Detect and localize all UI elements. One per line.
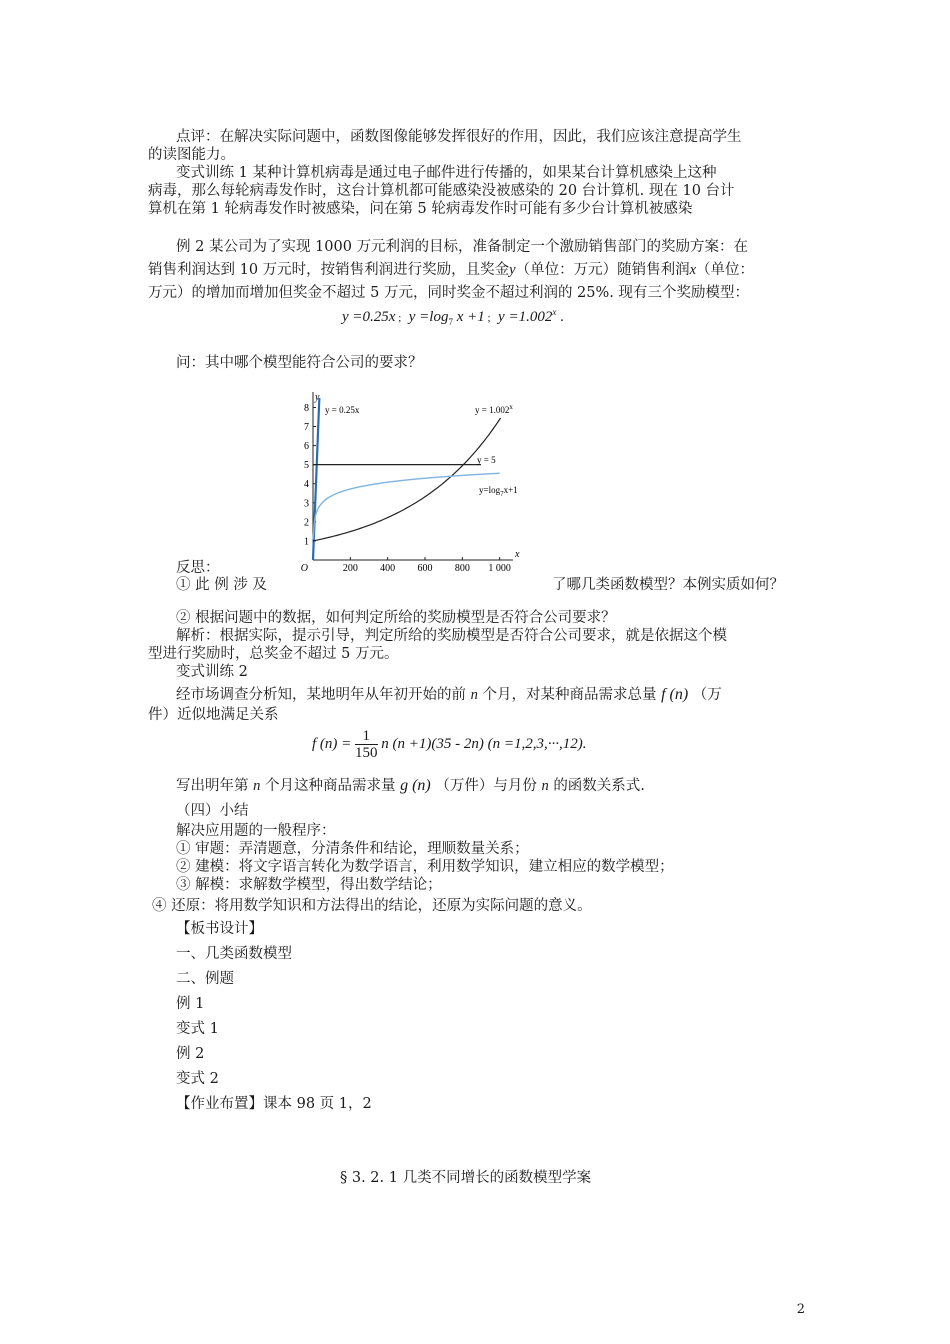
write-out-line: 写出明年第 n 个月这种商品需求量 g (n) （万件）与月份 n 的函数关系式. xyxy=(176,777,645,794)
question-text: 问：其中哪个模型能符合公司的要求？ xyxy=(176,355,423,371)
board-item-2: 二、例题 xyxy=(176,971,234,987)
origin-label: O xyxy=(300,563,308,574)
step-1: ① 审题：弄清题意，分清条件和结论，理顺数量关系； xyxy=(176,841,529,857)
analysis-line-1: 解析：根据实际，提示引导，判定所给的奖励模型是否符合公司要求，就是依据这个模 xyxy=(176,628,727,644)
growth-chart xyxy=(297,390,519,575)
y-tick-label: 7 xyxy=(304,422,309,434)
x-tick-label: 400 xyxy=(380,563,396,574)
reward-models: y =0.25x ; $y =\log_7$ x +1 ; $y =1.002^x$ . xyxy=(342,307,564,327)
x-axis-label: x xyxy=(515,549,520,560)
example2-line-3: 万元）的增加而增加但奖金不超过 5 万元，同时奖金不超过利润的 25%. 现有三个奖励模型： xyxy=(148,285,749,301)
var-y: y xyxy=(509,262,516,278)
reflect-1-end: 了哪几类函数模型？本例实质如何？ xyxy=(552,577,784,593)
reflect-2: ② 根据问题中的数据，如何判定所给的奖励模型是否符合公司要求？ xyxy=(176,610,616,626)
example2-line-2: 销售利润达到 10 万元时，按销售利润进行奖励，且奖金y（单位：万元）随销售利润x（单位： xyxy=(148,262,755,278)
board-item-1: 一、几类函数模型 xyxy=(176,946,292,962)
board-item-4: 变式 1 xyxy=(176,1021,219,1037)
var-x: x xyxy=(689,262,697,278)
y-tick-label: 8 xyxy=(304,402,309,414)
reflect-1-start: ① 此 例 涉 及 xyxy=(176,577,267,593)
label-logarithmic: $y=\log_7x+1$ xyxy=(479,485,518,498)
variant2-line-2: 件）近似地满足关系 xyxy=(148,707,279,723)
variant1-line-2: 病毒，那么每轮病毒发作时，这台计算机都可能感染没被感染的 20 台计算机. 现在 10 台计 xyxy=(148,183,735,199)
remark-line-1: 点评：在解决实际问题中，函数图像能够发挥很好的作用，因此，我们应该注意提高学生 xyxy=(176,129,742,145)
x-tick-label: 800 xyxy=(454,563,470,574)
x-tick-label: 1 000 xyxy=(488,563,511,574)
board-item-6: 变式 2 xyxy=(176,1071,219,1087)
variant2-title: 变式训练 2 xyxy=(176,664,248,680)
series-logarithmic xyxy=(313,473,499,539)
remark-line-2: 的读图能力。 xyxy=(148,147,235,163)
board-item-5: 例 2 xyxy=(176,1046,205,1062)
analysis-line-2: 型进行奖励时，总奖金不超过 5 万元。 xyxy=(148,646,399,662)
y-tick-label: 3 xyxy=(304,498,309,510)
variant1-line-1: 变式训练 1 某种计算机病毒是通过电子邮件进行传播的，如果某台计算机感染上这种 xyxy=(176,165,717,181)
board-item-3: 例 1 xyxy=(176,996,205,1012)
summary-title: （四）小结 xyxy=(176,803,249,819)
demand-formula: f (n) = $\frac{1}{150}$ n (n +1)(35 - 2n) (n =1,2,3,···,12). xyxy=(312,728,587,761)
y-tick-label: 4 xyxy=(304,479,309,491)
step-3: ③ 解模：求解数学模型，得出数学结论； xyxy=(176,877,442,893)
label-constant: y = 5 xyxy=(477,455,496,465)
x-tick-label: 600 xyxy=(417,563,433,574)
y-tick-label: 1 xyxy=(304,536,309,548)
steps-title: 解决应用题的一般程序： xyxy=(176,823,336,839)
x-tick-label: 200 xyxy=(342,563,358,574)
section-title: § 3. 2. 1 几类不同增长的函数模型学案 xyxy=(340,1170,592,1186)
step-2: ② 建模：将文字语言转化为数学语言，利用数学知识，建立相应的数学模型； xyxy=(176,859,674,875)
example2-line-1: 例 2 某公司为了实现 1000 万元利润的目标，准备制定一个激励销售部门的奖励方案：在 xyxy=(176,239,749,255)
variant1-line-3: 算机在第 1 轮病毒发作时被感染，问在第 5 轮病毒发作时可能有多少台计算机被感染 xyxy=(148,201,693,217)
board-title: 【板书设计】 xyxy=(176,921,263,937)
y-tick-label: 6 xyxy=(304,441,309,453)
variant2-line-1: 经市场调查分析知，某地明年从年初开始的前 n 个月，对某种商品需求总量 f (n) （万 xyxy=(176,686,722,703)
reflect-title: 反思： xyxy=(176,560,220,576)
label-linear: y = 0.25x xyxy=(325,405,360,415)
step-4: ④ 还原：将用数学知识和方法得出的结论，还原为实际问题的意义。 xyxy=(152,898,592,914)
homework: 【作业布置】课本 98 页 1，2 xyxy=(176,1096,372,1112)
y-tick-label: 2 xyxy=(304,517,309,529)
page-number: 2 xyxy=(796,1302,805,1317)
y-tick-label: 5 xyxy=(304,460,309,472)
y-axis-label: y xyxy=(315,392,320,403)
label-exponential: $y = 1.002^x$ xyxy=(475,403,513,415)
